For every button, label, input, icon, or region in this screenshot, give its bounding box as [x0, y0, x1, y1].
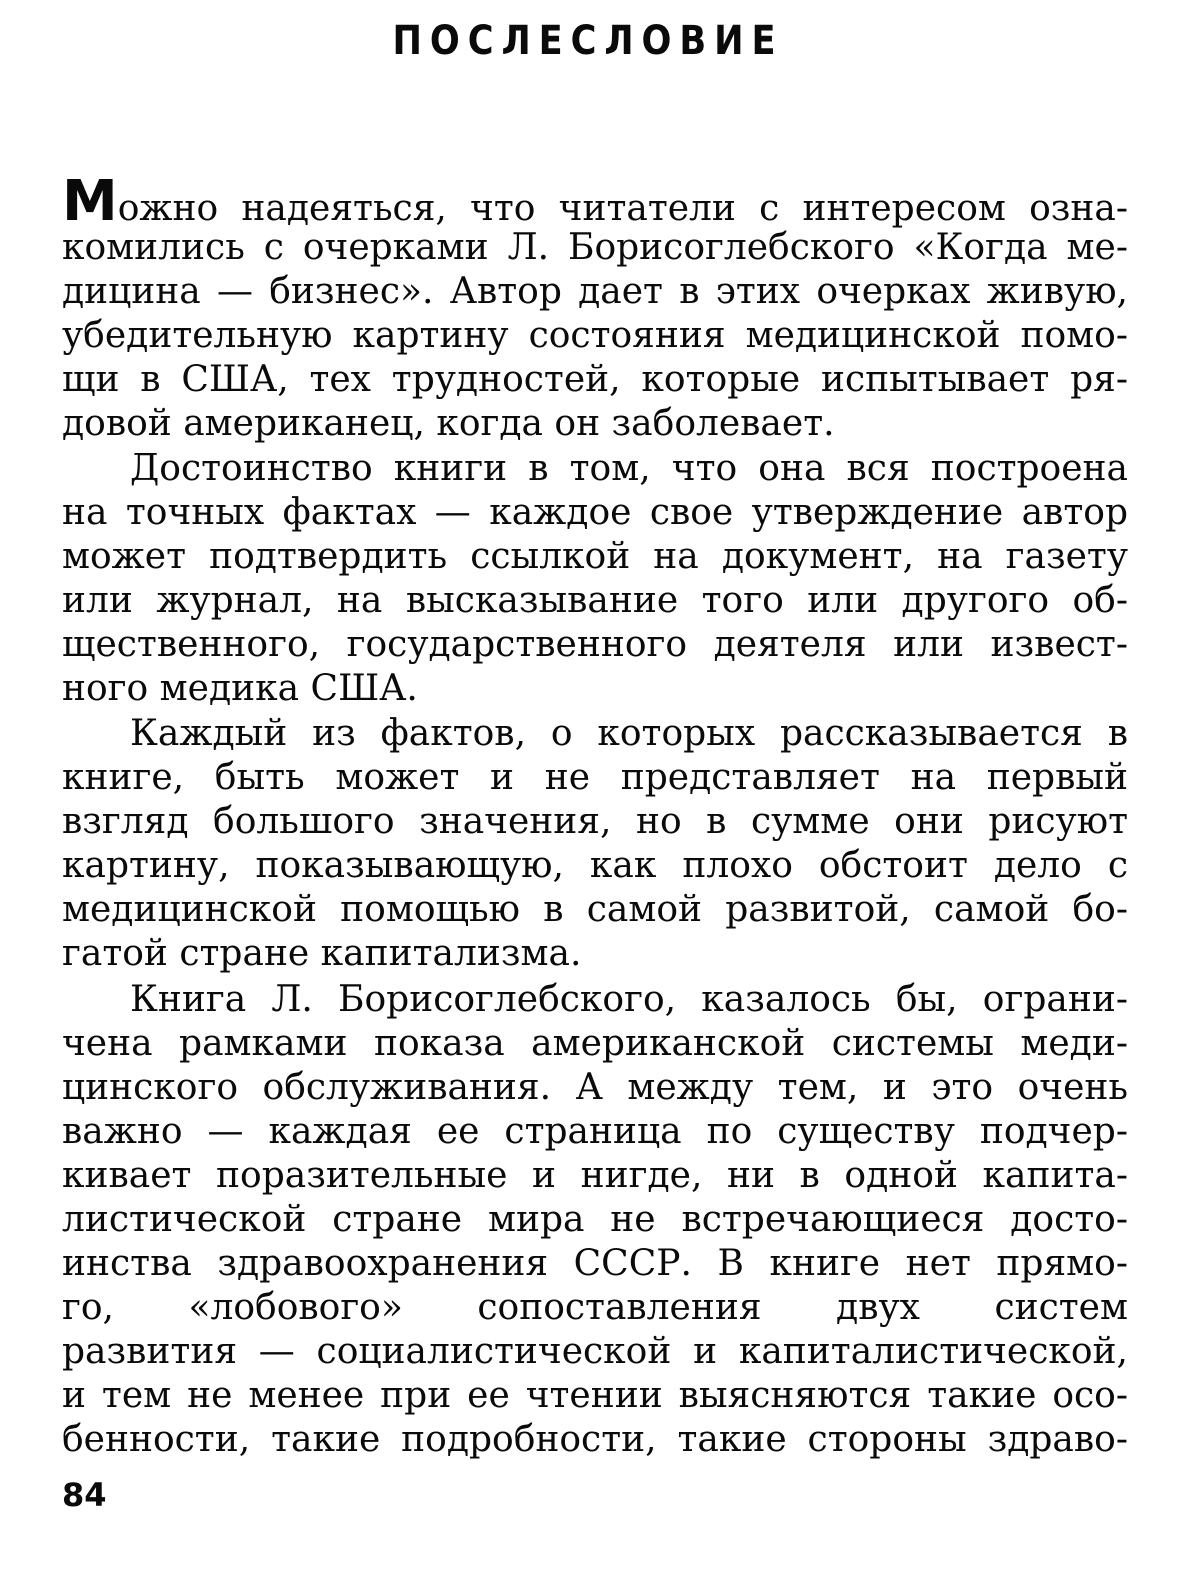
text-line: медицинской помощью в самой развитой, самой бо-: [62, 889, 1128, 930]
text-line: гатой стране капитализма.: [62, 933, 582, 974]
text-line: цинского обслуживания. А между тем, и это очень: [62, 1067, 1128, 1108]
text-line: листической стране мира не встречающиеся досто-: [62, 1199, 1128, 1240]
text-line: Книга Л. Борисоглебского, казалось бы, ограни-: [130, 979, 1128, 1020]
text-line: кивает поразительные и нигде, ни в одной капита-: [62, 1155, 1128, 1196]
text-line: чена рамками показа американской системы меди-: [62, 1023, 1128, 1064]
text-line: го, «лобового» сопоставления двух систем: [62, 1287, 1128, 1328]
drop-cap: М: [62, 169, 118, 234]
text-line: дицина — бизнес». Автор дает в этих очерках живую,: [62, 271, 1128, 312]
text-line: комились с очерками Л. Борисоглебского «Когда ме-: [62, 227, 1128, 268]
text-line: может подтвердить ссылкой на документ, на газету: [62, 536, 1128, 577]
text-line: Можно надеяться, что читатели с интересом озна-: [62, 169, 1128, 234]
text-line: важно — каждая ее страница по существу подчер-: [62, 1111, 1128, 1152]
text-line: или журнал, на высказывание того или другого об-: [62, 580, 1128, 621]
text-line: щи в США, тех трудностей, которые испытывает ря-: [62, 359, 1128, 400]
text-line: убедительную картину состояния медицинской помо-: [62, 315, 1128, 356]
text-line: картину, показывающую, как плохо обстоит дело с: [62, 845, 1128, 886]
page-number: 84: [62, 1476, 107, 1514]
text-line: довой американец, когда он заболевает.: [62, 403, 835, 444]
text-line: и тем не менее при ее чтении выясняются такие осо-: [62, 1375, 1128, 1416]
text-line: щественного, государственного деятеля или извест-: [62, 624, 1128, 665]
text-line: Достоинство книги в том, что она вся построена: [130, 448, 1128, 489]
text-line: на точных фактах — каждое свое утверждение автор: [62, 492, 1128, 533]
text-line: книге, быть может и не представляет на первый: [62, 757, 1128, 798]
text-line: бенности, такие подробности, такие стороны здраво-: [62, 1419, 1128, 1460]
text-line: ного медика США.: [62, 668, 418, 709]
page-title: ПОСЛЕСЛОВИЕ: [392, 18, 784, 64]
text-line: инства здравоохранения СССР. В книге нет прямо-: [62, 1243, 1128, 1284]
text-line: взгляд большого значения, но в сумме они рисуют: [62, 801, 1128, 842]
text-line: Каждый из фактов, о которых рассказывается в: [130, 713, 1128, 754]
text-line: развития — социалистической и капиталистической,: [62, 1331, 1128, 1372]
